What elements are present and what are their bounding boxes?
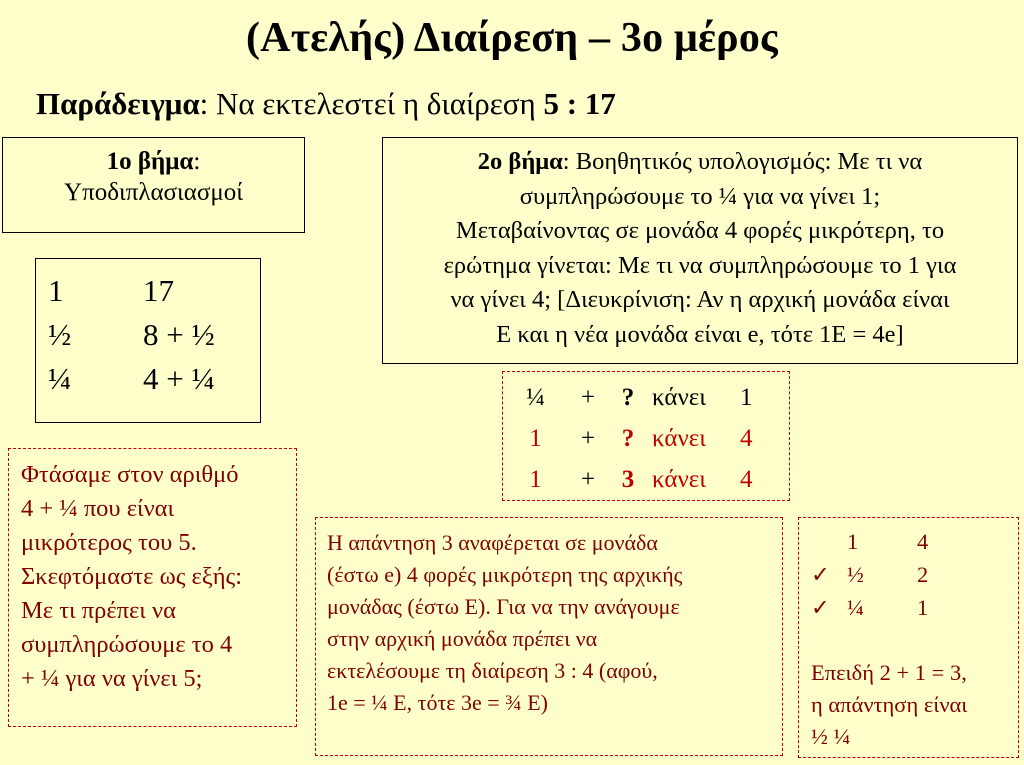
reached-line: Φτάσαμε στον αριθμό bbox=[21, 461, 239, 488]
step1-box bbox=[2, 137, 305, 233]
calc-row bbox=[503, 418, 789, 459]
answer-line: εκτελέσουμε τη διαίρεση 3 : 4 (αφού, bbox=[327, 658, 658, 683]
reached-line: Με τι πρέπει να bbox=[21, 597, 176, 624]
answer-line: Η απάντηση 3 αναφέρεται σε μονάδα bbox=[327, 530, 658, 555]
check-row bbox=[811, 558, 1018, 591]
table-row bbox=[48, 269, 260, 313]
halving-right: 4 + ¼ bbox=[143, 361, 215, 396]
calc-word: κάνει bbox=[652, 466, 707, 493]
check-conclusion-line: ½ ¼ bbox=[811, 724, 851, 749]
check-box bbox=[798, 517, 1019, 758]
answer-note bbox=[315, 517, 783, 756]
page-title: (Ατελής) Διαίρεση – 3ο μέρος bbox=[246, 15, 778, 61]
answer-line: 1e = ¼ Ε, τότε 3e = ¾ Ε) bbox=[327, 690, 548, 715]
calc-b: 1 bbox=[740, 384, 753, 411]
calc-question: ? bbox=[621, 425, 635, 452]
check-right: 2 bbox=[917, 562, 929, 587]
reached-line: Σκεφτόμαστε ως εξής: bbox=[21, 563, 243, 590]
reached-line: 4 + ¼ που είναι bbox=[21, 495, 175, 522]
calc-row bbox=[503, 377, 789, 418]
step1-label: 1ο βήμα bbox=[106, 148, 194, 175]
calc-answer: 3 bbox=[621, 466, 635, 493]
check-conclusion-line: η απάντηση είναι bbox=[811, 692, 968, 717]
step1-text: Υποδιπλασιασμοί bbox=[64, 179, 243, 206]
step2-line: συμπληρώσουμε το ¼ για να γίνει 1; bbox=[519, 182, 881, 210]
step2-label: 2ο βήμα bbox=[477, 148, 563, 175]
calc-question: ? bbox=[621, 384, 635, 411]
step2-line: ερώτημα γίνεται: Με τι να συμπληρώσουμε το 1 για bbox=[443, 251, 957, 279]
halving-table bbox=[35, 258, 261, 423]
check-right: 4 bbox=[917, 529, 929, 554]
reached-line: + ¼ για να γίνει 5; bbox=[21, 665, 203, 692]
reached-note bbox=[8, 448, 297, 727]
answer-line: στην αρχική μονάδα πρέπει να bbox=[327, 626, 598, 651]
calc-op: + bbox=[580, 425, 596, 452]
check-right: 1 bbox=[917, 595, 929, 620]
calc-a: 1 bbox=[529, 425, 542, 452]
calc-a: 1 bbox=[529, 466, 542, 493]
calc-word: κάνει bbox=[652, 425, 707, 452]
check-row bbox=[811, 525, 1018, 558]
halving-left: ½ bbox=[48, 317, 72, 352]
calc-op: + bbox=[580, 384, 596, 411]
check-row bbox=[811, 591, 1018, 624]
answer-line: μονάδας (έστω Ε). Για να την ανάγουμε bbox=[327, 594, 680, 619]
check-conclusion-line: Επειδή 2 + 1 = 3, bbox=[811, 660, 967, 685]
check-left: 1 bbox=[847, 529, 859, 554]
halving-right: 17 bbox=[143, 273, 174, 308]
halving-right: 8 + ½ bbox=[143, 317, 215, 352]
calc-a: ¼ bbox=[526, 384, 545, 411]
calc-row bbox=[503, 459, 789, 500]
step2-first-line: : Βοηθητικός υπολογισμός: Με τι να bbox=[562, 148, 923, 175]
check-left: ¼ bbox=[847, 595, 864, 620]
step2-line: Ε και η νέα μονάδα είναι e, τότε 1Ε = 4e] bbox=[496, 320, 904, 348]
example-statement bbox=[36, 86, 616, 122]
example-label: Παράδειγμα bbox=[36, 86, 200, 121]
halving-left: 1 bbox=[48, 273, 64, 308]
halving-left: ¼ bbox=[48, 361, 72, 396]
example-text: : Να εκτελεστεί η διαίρεση bbox=[199, 86, 544, 121]
check-mark-icon: ✓ bbox=[811, 562, 830, 587]
step2-box bbox=[382, 137, 1018, 364]
reached-line: μικρότερος του 5. bbox=[21, 529, 197, 556]
reached-line: συμπληρώσουμε το 4 bbox=[21, 631, 233, 658]
check-mark-icon: ✓ bbox=[811, 595, 830, 620]
step2-line: να γίνει 4; [Διευκρίνιση: Αν η αρχική μονάδα είναι bbox=[450, 286, 950, 313]
calc-word: κάνει bbox=[652, 384, 707, 411]
step1-colon: : bbox=[193, 148, 201, 175]
example-division: 5 : 17 bbox=[543, 86, 616, 121]
check-left: ½ bbox=[847, 562, 864, 587]
calc-b: 4 bbox=[740, 466, 753, 493]
calc-op: + bbox=[580, 466, 596, 493]
table-row bbox=[48, 357, 260, 401]
calculation-box bbox=[502, 371, 790, 501]
table-row bbox=[48, 313, 260, 357]
step2-line: Μεταβαίνοντας σε μονάδα 4 φορές μικρότερη, το bbox=[455, 217, 945, 244]
calc-b: 4 bbox=[740, 425, 753, 452]
answer-line: (έστω e) 4 φορές μικρότερη της αρχικής bbox=[327, 562, 683, 587]
